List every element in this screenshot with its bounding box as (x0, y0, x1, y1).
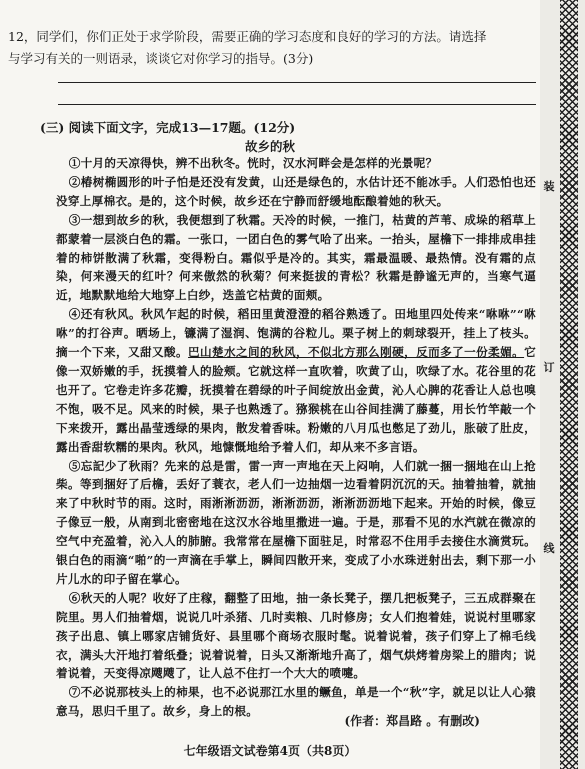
paragraph-7: ⑦不必说那枝头上的柿果，也不必说那江水里的鳜鱼，单是一个“秋”字，就足以让人心猿意马，思归千里了。故乡，身上的根。 (56, 685, 536, 719)
paragraph-6: ⑥秋天的人呢？收好了庄稼，翻整了田地，抽一条长凳子，摆几把板凳子，三五成群聚在院里。男人们抽着烟，说说几叶杀猪、几时卖粮、几时修房；女人们抱着娃，说说村里哪家孩子出息、镇上哪家店铺货好、县里哪个商场衣服时髦。说着说着，孩子们穿上了棉毛线衣，满头大汗地打着纸叠；说着说着，日头又渐渐地升高了，烟气烘烤着房梁上的腊肉；说着说着，天变得凉飕飕了，让人总不住打一个大大的喷嚏。 (56, 590, 536, 681)
binding-label-3: 线 (543, 542, 555, 555)
binding-label-1: 装 (543, 180, 555, 193)
paragraph-4-start: ④还有秋风。秋风乍起的时候，稻田里黄澄澄的稻谷熟透了。田地里四处传来“咻咻”“咻咻”的打谷声。晒场上，镰满了湿润、饱满的谷粒儿。栗子树上的刺球裂开，挂上了枝头。摘一个下来，又甜又酸。 (56, 307, 536, 360)
binding-margin (540, 0, 585, 769)
paragraph-4 (56, 305, 536, 456)
section-heading: (三) 阅读下面文字，完成13—17题。(12分) (40, 120, 296, 135)
paragraph-4-end: 它像一双娇嫩的手，抚摸着人的脸颊。它就这样一直吹着，吹黄了山，吹绿了水。花谷里的花也开了。它卷走许多花瓣，抚摸着在碧绿的叶子间绽放出金黄，沁人心脾的花香让人总也嗅不饱，吸不足。风来的时候，果子也熟透了。猕猴桃在山谷间挂满了藤蔓，用长竹竿敲一个下来拨开，露出晶莹透绿的果肉，散发着香味。粉嫩的八月瓜也憋足了劲儿，胀破了肚皮，露出香甜软糯的果肉。秋风，地慷慨地给予着人们，却从来不多言语。 (56, 345, 536, 454)
paragraph-3: ③一想到故乡的秋，我便想到了秋霜。天冷的时候，一推门，枯黄的芦苇、成垛的稻草上都蒙着一层淡白色的霜。一张口，一团白色的雾气哈了出来。一抬头，屋檐下一排排成串挂着的柿饼散满了秋霜，变得粉白。霜似乎是冷的。其实，霜最温暖、最热情。没有霜的点染，何来漫天的红叶？何来傲然的秋菊？何来挺拔的青松？秋霜是静谧无声的，当寒气逼近，地默默地给大地穿上白纱，迭盖它枯黄的面颊。 (56, 212, 536, 303)
paragraph-5: ⑤忘記少了秋雨？先来的总是雷，雷一声一声地在天上闷响，人们就一捆一捆地在山上抢柴。等到捆好了后檐，丢好了蓑衣，老人们一边抽烟一边看着阴沉沉的天。抽着抽着，就抽来了中秋时节的雨。这时，雨淅淅沥沥，淅淅沥沥，淅淅沥沥地下起来。开始的时候，像豆子像豆一般，从南到北密密地在这汉水谷地里撒进一遍。于是，那看不见的水汽就在微凉的空气中充盈着，沁入人的肺腑。我常常在屋檐下面驻足，时常忍不住用手去接住水滴赏玩。银白色的雨滴“啪”的一声滴在手掌上，瞬间四散开来，变成了小水珠迸射出去，剩下那一小片儿水的印子留在掌心。 (56, 458, 536, 586)
binding-label-2: 订 (543, 361, 555, 374)
article-source: (作者：郑昌路 。有删改) (344, 714, 480, 728)
binding-pattern (560, 0, 578, 769)
paragraph-2: ②椿树椭圆形的叶子怕是还没有发黄，山还是绿色的，水估计还不能冰手。人们恐怕也还没穿上厚棉衣。是的，这个时候，故乡还在宁静而舒缓地酝酿着她的秋天。 (56, 174, 536, 208)
underlined-sentence: 巴山楚水之间的秋风，不似北方那么刚硬，反而多了一份柔媚。 (188, 345, 525, 360)
article-body (56, 154, 536, 721)
answer-line-2[interactable] (58, 104, 536, 105)
question-12-line-2: 与学习有关的一则语录，谈谈它对你学习的指导。(3分) (8, 51, 314, 66)
question-12 (8, 26, 538, 70)
article-title: 故乡的秋 (244, 139, 295, 154)
paragraph-1: ①十月的天凉得快，辨不出秋冬。恍时，汉水河畔会是怎样的光景呢？ (68, 156, 438, 170)
page-footer: 七年级语文试卷第4页（共8页） (183, 744, 357, 758)
answer-line-1[interactable] (58, 82, 536, 83)
question-12-line-1: 12，同学们，你们正处于求学阶段，需要正确的学习态度和良好的学习的方法。请选择 (8, 29, 487, 44)
